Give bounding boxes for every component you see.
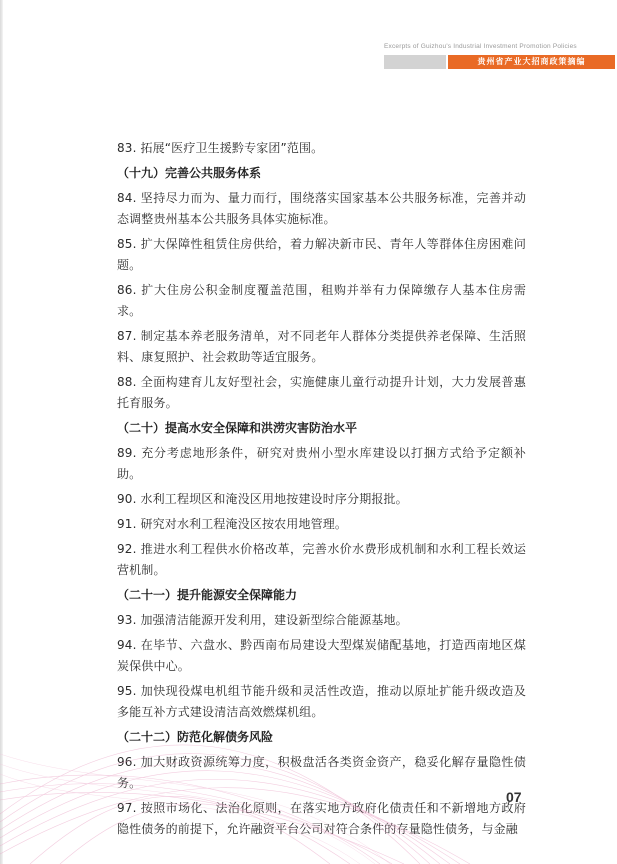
paragraph-97: 97. 按照市场化、法治化原则，在落实地方政府化债责任和不新增地方政府隐性债务的前提下，允许融资平台公司对符合条件的存量隐性债务，与金融 [117, 801, 526, 836]
paragraph-91: 91. 研究对水利工程淹没区按农用地管理。 [117, 517, 348, 531]
paragraph-86: 86. 扩大住房公积金制度覆盖范围，租购并举有力保障缴存人基本住房需求。 [117, 283, 526, 318]
section-heading-20: （二十）提高水安全保障和洪涝灾害防治水平 [117, 421, 358, 435]
header-gray-bar [384, 55, 446, 69]
paragraph-94: 94. 在毕节、六盘水、黔西南布局建设大型煤炭储配基地，打造西南地区煤炭保供中心。 [117, 638, 526, 673]
paragraph-83: 83. 拓展“医疗卫生援黔专家团”范围。 [117, 141, 324, 155]
section-heading-19: （十九）完善公共服务体系 [117, 166, 262, 180]
paragraph-95: 95. 加快现役煤电机组节能升级和灵活性改造，推动以原址扩能升级改造及多能互补方式建设清洁高效燃煤机组。 [117, 684, 526, 719]
page-spine-shadow [0, 0, 3, 864]
paragraph-84: 84. 坚持尽力而为、量力而行，围绕落实国家基本公共服务标准，完善并动态调整贵州基本公共服务具体实施标准。 [117, 191, 526, 226]
section-heading-22: （二十二）防范化解债务风险 [117, 730, 274, 744]
page-number: 07 [506, 789, 522, 805]
paragraph-93: 93. 加强清洁能源开发利用，建设新型综合能源基地。 [117, 613, 408, 627]
header-title-bar: 贵州省产业大招商政策摘编 [448, 55, 615, 69]
header-subtitle: Excerpts of Guizhou's Industrial Investment Promotion Policies [384, 43, 577, 50]
document-body [117, 138, 526, 844]
paragraph-90: 90. 水利工程坝区和淹没区用地按建设时序分期报批。 [117, 492, 408, 506]
section-heading-21: （二十一）提升能源安全保障能力 [117, 588, 298, 602]
paragraph-89: 89. 充分考虑地形条件，研究对贵州小型水库建设以打捆方式给予定额补助。 [117, 446, 526, 481]
paragraph-96: 96. 加大财政资源统筹力度，积极盘活各类资金资产，稳妥化解存量隐性债务。 [117, 755, 526, 790]
paragraph-92: 92. 推进水利工程供水价格改革，完善水价水费形成机制和水利工程长效运营机制。 [117, 542, 526, 577]
paragraph-88: 88. 全面构建育儿友好型社会，实施健康儿童行动提升计划，大力发展普惠托育服务。 [117, 375, 526, 410]
paragraph-85: 85. 扩大保障性租赁住房供给，着力解决新市民、青年人等群体住房困难问题。 [117, 237, 526, 272]
paragraph-87: 87. 制定基本养老服务清单，对不同老年人群体分类提供养老保障、生活照料、康复照护、社会救助等适宜服务。 [117, 329, 526, 364]
